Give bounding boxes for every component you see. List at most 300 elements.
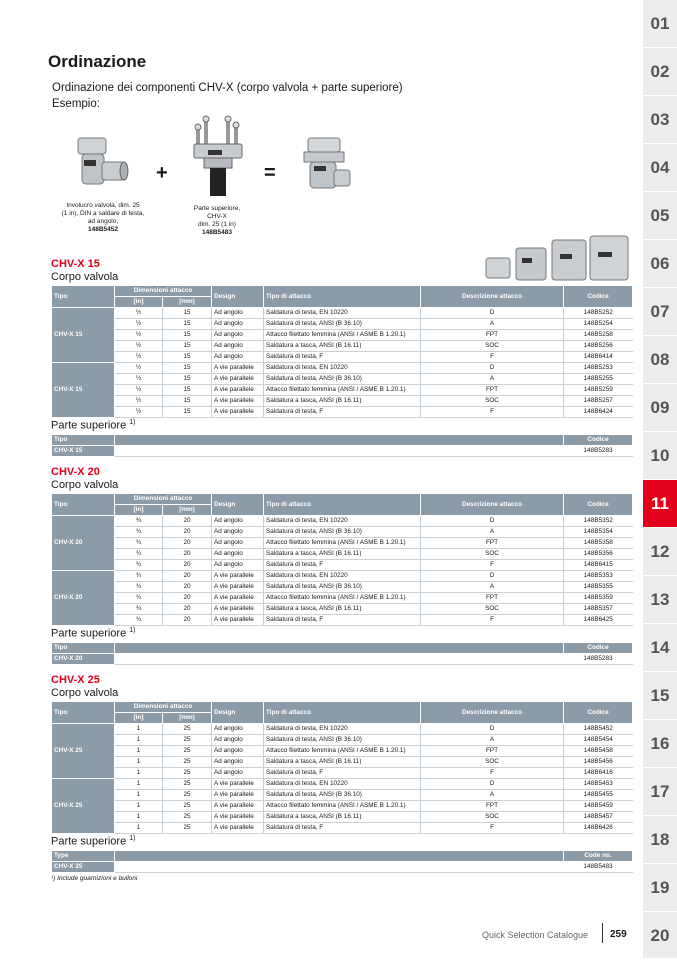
size-in: ¾ (115, 538, 163, 549)
code: 148B5257 (564, 396, 633, 407)
code: 148B6415 (564, 560, 633, 571)
code: 148B5456 (564, 757, 633, 768)
connection-description: F (421, 407, 564, 418)
connection-description: FPT (421, 330, 564, 341)
size-in: 1 (115, 724, 163, 735)
connection-description: FPT (421, 746, 564, 757)
size-in: 1 (115, 746, 163, 757)
top-header-codice: Code no. (564, 851, 633, 862)
code: 148B5455 (564, 790, 633, 801)
table-row (52, 790, 633, 801)
design: Ad angolo (212, 319, 264, 330)
size-in: 1 (115, 823, 163, 834)
valve-body-caption: Involucro valvola, dim. 25 (1 in), DIN a saldare di testa, ad angolo, 148B5452 (61, 202, 145, 233)
table-row (52, 516, 633, 527)
connection-description: SOC (421, 396, 564, 407)
connection-type: Saldatura di testa, ANSI (B 36.10) (264, 374, 421, 385)
size-mm: 25 (163, 757, 212, 768)
header-codice: Codice (564, 286, 633, 308)
chapter-tab-12[interactable]: 12 (643, 528, 677, 576)
size-in: 1 (115, 757, 163, 768)
design: A vie parallele (212, 801, 264, 812)
size-mm: 20 (163, 538, 212, 549)
connection-description: SOC (421, 757, 564, 768)
top-part-table (51, 642, 633, 665)
table-row (52, 341, 633, 352)
size-mm: 20 (163, 549, 212, 560)
top-part-image (190, 114, 246, 204)
example-label: Esempio: (52, 98, 100, 110)
connection-type: Saldatura di testa, F (264, 615, 421, 626)
size-mm: 20 (163, 582, 212, 593)
connection-type: Saldatura di testa, F (264, 407, 421, 418)
connection-description: A (421, 790, 564, 801)
table-row (52, 374, 633, 385)
table-row (52, 385, 633, 396)
table-row (52, 735, 633, 746)
size-mm: 25 (163, 746, 212, 757)
section-title: CHV-X 20 (51, 466, 100, 478)
chapter-tab-19[interactable]: 19 (643, 864, 677, 912)
size-in: ½ (115, 352, 163, 363)
connection-description: FPT (421, 593, 564, 604)
size-in: ½ (115, 330, 163, 341)
top-type: CHV-X 15 (52, 446, 115, 457)
footer-catalogue-title: Quick Selection Catalogue (482, 930, 589, 940)
chapter-tab-03[interactable]: 03 (643, 96, 677, 144)
connection-description: FPT (421, 385, 564, 396)
size-mm: 15 (163, 352, 212, 363)
connection-description: SOC (421, 604, 564, 615)
top-part-title: Parte superiore $^{1)}$ (51, 835, 136, 848)
size-mm: 20 (163, 527, 212, 538)
size-mm: 25 (163, 735, 212, 746)
size-mm: 15 (163, 330, 212, 341)
chapter-tab-02[interactable]: 02 (643, 48, 677, 96)
code: 148B5259 (564, 385, 633, 396)
code: 148B5358 (564, 538, 633, 549)
intro-text: Ordinazione dei componenti CHV-X (corpo valvola + parte superiore) (52, 82, 403, 94)
top-code: 148B5283 (564, 446, 633, 457)
header-tipo: Tipo (52, 286, 115, 308)
type-cell: CHV-X 15 (52, 363, 115, 418)
size-mm: 20 (163, 604, 212, 615)
code: 148B5359 (564, 593, 633, 604)
section-subtitle: Corpo valvola (51, 687, 119, 699)
table-row (52, 549, 633, 560)
design: A vie parallele (212, 385, 264, 396)
section-title: CHV-X 25 (51, 674, 100, 686)
code: 148B6426 (564, 823, 633, 834)
code: 148B5353 (564, 571, 633, 582)
connection-description: D (421, 363, 564, 374)
size-mm: 20 (163, 615, 212, 626)
design: A vie parallele (212, 593, 264, 604)
design: Ad angolo (212, 341, 264, 352)
header-in: [in] (115, 713, 163, 724)
size-in: 1 (115, 779, 163, 790)
code: 148B5256 (564, 341, 633, 352)
table-row (52, 571, 633, 582)
code: 148B5254 (564, 319, 633, 330)
code: 148B5354 (564, 527, 633, 538)
table-row (52, 319, 633, 330)
connection-type: Saldatura di testa, ANSI (B 36.10) (264, 319, 421, 330)
table-row (52, 746, 633, 757)
header-tipo: Tipo (52, 494, 115, 516)
table-row (52, 823, 633, 834)
connection-description: F (421, 823, 564, 834)
size-in: ½ (115, 396, 163, 407)
size-mm: 15 (163, 407, 212, 418)
top-header-tipo: Type (52, 851, 115, 862)
size-mm: 20 (163, 560, 212, 571)
chapter-tab-01[interactable]: 01 (643, 0, 677, 48)
size-in: ½ (115, 363, 163, 374)
size-in: ¾ (115, 593, 163, 604)
connection-type: Saldatura a tasca, ANSI (B 16.11) (264, 341, 421, 352)
code: 148B5252 (564, 308, 633, 319)
connection-description: D (421, 571, 564, 582)
design: Ad angolo (212, 527, 264, 538)
code: 148B6414 (564, 352, 633, 363)
table-row (52, 330, 633, 341)
connection-description: D (421, 308, 564, 319)
header-tipo-attacco: Tipo di attacco (264, 702, 421, 724)
size-in: ¾ (115, 516, 163, 527)
design: Ad angolo (212, 516, 264, 527)
table-row (52, 363, 633, 374)
top-header-tipo: Tipo (52, 435, 115, 446)
connection-description: A (421, 735, 564, 746)
size-in: ½ (115, 385, 163, 396)
design: A vie parallele (212, 571, 264, 582)
size-in: ½ (115, 319, 163, 330)
design: Ad angolo (212, 549, 264, 560)
connection-description: F (421, 615, 564, 626)
design: A vie parallele (212, 582, 264, 593)
size-mm: 15 (163, 363, 212, 374)
connection-type: Attacco filettato femmina (ANSI / ASME B 1.20.1) (264, 330, 421, 341)
connection-type: Attacco filettato femmina (ANSI / ASME B 1.20.1) (264, 801, 421, 812)
header-tipo-attacco: Tipo di attacco (264, 494, 421, 516)
header-in: [in] (115, 297, 163, 308)
connection-type: Attacco filettato femmina (ANSI / ASME B 1.20.1) (264, 746, 421, 757)
connection-type: Saldatura di testa, F (264, 768, 421, 779)
design: A vie parallele (212, 374, 264, 385)
design: Ad angolo (212, 538, 264, 549)
connection-description: A (421, 374, 564, 385)
top-part-table (51, 850, 633, 873)
connection-type: Saldatura a tasca, ANSI (B 16.11) (264, 757, 421, 768)
design: Ad angolo (212, 330, 264, 341)
top-part-table (51, 434, 633, 457)
design: A vie parallele (212, 363, 264, 374)
size-mm: 20 (163, 593, 212, 604)
size-mm: 20 (163, 516, 212, 527)
footer-divider (602, 923, 603, 943)
design: A vie parallele (212, 407, 264, 418)
design: Ad angolo (212, 352, 264, 363)
chapter-tab-14[interactable]: 14 (643, 624, 677, 672)
table-row (52, 560, 633, 571)
connection-description: D (421, 779, 564, 790)
connection-type: Saldatura di testa, ANSI (B 36.10) (264, 527, 421, 538)
design: Ad angolo (212, 560, 264, 571)
size-mm: 15 (163, 374, 212, 385)
size-in: 1 (115, 768, 163, 779)
size-in: ¾ (115, 527, 163, 538)
connection-type: Saldatura a tasca, ANSI (B 16.11) (264, 549, 421, 560)
connection-type: Saldatura di testa, ANSI (B 36.10) (264, 735, 421, 746)
connection-type: Saldatura di testa, EN 10220 (264, 516, 421, 527)
header-codice: Codice (564, 494, 633, 516)
design: A vie parallele (212, 790, 264, 801)
size-mm: 15 (163, 341, 212, 352)
design: A vie parallele (212, 396, 264, 407)
size-in: 1 (115, 812, 163, 823)
connection-description: A (421, 582, 564, 593)
size-mm: 15 (163, 396, 212, 407)
connection-description: A (421, 527, 564, 538)
connection-type: Attacco filettato femmina (ANSI / ASME B 1.20.1) (264, 538, 421, 549)
top-part-caption: Parte superiore, CHV-X dim. 25 (1 in) 148B5483 (193, 205, 241, 236)
connection-type: Saldatura di testa, EN 10220 (264, 724, 421, 735)
header-tipo-attacco: Tipo di attacco (264, 286, 421, 308)
page-title: Ordinazione (48, 52, 147, 71)
connection-type: Saldatura a tasca, ANSI (B 16.11) (264, 396, 421, 407)
connection-description: D (421, 724, 564, 735)
top-header-tipo: Tipo (52, 643, 115, 654)
valve-body-table (51, 701, 633, 834)
connection-type: Attacco filettato femmina (ANSI / ASME B 1.20.1) (264, 385, 421, 396)
chapter-tab-06[interactable]: 06 (643, 240, 677, 288)
code: 148B5355 (564, 582, 633, 593)
section-title: CHV-X 15 (51, 258, 100, 270)
connection-description: FPT (421, 538, 564, 549)
size-mm: 25 (163, 768, 212, 779)
size-mm: 25 (163, 779, 212, 790)
table-row (52, 779, 633, 790)
table-row (52, 757, 633, 768)
section-subtitle: Corpo valvola (51, 479, 119, 491)
chapter-tab-17[interactable]: 17 (643, 768, 677, 816)
table-row (52, 801, 633, 812)
chapter-tab-05[interactable]: 05 (643, 192, 677, 240)
header-dimensioni: Dimensioni attacco (115, 494, 212, 505)
chapter-tab-04[interactable]: 04 (643, 144, 677, 192)
header-in: [in] (115, 505, 163, 516)
section-chv-x-20 (51, 466, 632, 665)
connection-description: F (421, 768, 564, 779)
code: 148B6425 (564, 615, 633, 626)
connection-type: Attacco filettato femmina (ANSI / ASME B 1.20.1) (264, 593, 421, 604)
size-in: 1 (115, 801, 163, 812)
connection-type: Saldatura di testa, EN 10220 (264, 308, 421, 319)
connection-description: FPT (421, 801, 564, 812)
code: 148B5452 (564, 724, 633, 735)
code: 148B5454 (564, 735, 633, 746)
top-header-codice: Codice (564, 643, 633, 654)
size-in: ½ (115, 407, 163, 418)
size-in: ¾ (115, 604, 163, 615)
valve-body-table (51, 493, 633, 626)
chapter-tabs (643, 0, 677, 958)
table-row (52, 308, 633, 319)
table-row (52, 582, 633, 593)
table-row (52, 593, 633, 604)
size-in: 1 (115, 790, 163, 801)
design: Ad angolo (212, 308, 264, 319)
connection-type: Saldatura di testa, ANSI (B 36.10) (264, 790, 421, 801)
chapter-tab-08[interactable]: 08 (643, 336, 677, 384)
connection-type: Saldatura a tasca, ANSI (B 16.11) (264, 604, 421, 615)
valve-body-table (51, 285, 633, 418)
size-in: ¾ (115, 615, 163, 626)
section-chv-x-25 (51, 674, 632, 873)
size-in: ½ (115, 341, 163, 352)
table-row (52, 768, 633, 779)
design: Ad angolo (212, 735, 264, 746)
table-row (52, 538, 633, 549)
size-in: ½ (115, 374, 163, 385)
size-mm: 25 (163, 790, 212, 801)
size-mm: 15 (163, 308, 212, 319)
connection-description: A (421, 319, 564, 330)
design: Ad angolo (212, 768, 264, 779)
top-type: CHV-X 25 (52, 862, 115, 873)
code: 148B5459 (564, 801, 633, 812)
code: 148B5258 (564, 330, 633, 341)
size-mm: 25 (163, 801, 212, 812)
header-mm: [mm] (163, 505, 212, 516)
header-design: Design (212, 286, 264, 308)
header-codice: Codice (564, 702, 633, 724)
table-row (52, 407, 633, 418)
header-design: Design (212, 494, 264, 516)
connection-description: F (421, 560, 564, 571)
connection-description: SOC (421, 341, 564, 352)
top-part-title: Parte superiore $^{1)}$ (51, 419, 136, 432)
connection-type: Saldatura di testa, F (264, 823, 421, 834)
size-in: ½ (115, 308, 163, 319)
code: 148B5453 (564, 779, 633, 790)
type-cell: CHV-X 15 (52, 308, 115, 363)
table-row (52, 604, 633, 615)
design: Ad angolo (212, 746, 264, 757)
footnote: ¹) Include guarnizioni e bulloni (51, 875, 138, 882)
chapter-tab-09[interactable]: 09 (643, 384, 677, 432)
connection-type: Saldatura di testa, EN 10220 (264, 779, 421, 790)
table-row (52, 352, 633, 363)
connection-type: Saldatura di testa, EN 10220 (264, 363, 421, 374)
chapter-tab-15[interactable]: 15 (643, 672, 677, 720)
code: 148B5356 (564, 549, 633, 560)
code: 148B5357 (564, 604, 633, 615)
section-subtitle: Corpo valvola (51, 271, 119, 283)
size-in: ¾ (115, 571, 163, 582)
size-mm: 25 (163, 812, 212, 823)
top-type: CHV-X 20 (52, 654, 115, 665)
chapter-tab-07[interactable]: 07 (643, 288, 677, 336)
chapter-tab-20[interactable]: 20 (643, 912, 677, 960)
size-in: ¾ (115, 549, 163, 560)
table-row (52, 615, 633, 626)
top-header-codice: Codice (564, 435, 633, 446)
code: 148B5253 (564, 363, 633, 374)
header-descrizione: Descrizione attacco (421, 286, 564, 308)
page-number: 259 (610, 929, 627, 940)
connection-description: F (421, 352, 564, 363)
code: 148B5457 (564, 812, 633, 823)
chapter-tab-18[interactable]: 18 (643, 816, 677, 864)
equals-sign: = (264, 162, 276, 184)
header-dimensioni: Dimensioni attacco (115, 286, 212, 297)
design: A vie parallele (212, 779, 264, 790)
chapter-tab-10[interactable]: 10 (643, 432, 677, 480)
size-mm: 15 (163, 385, 212, 396)
top-code: 148B5283 (564, 654, 633, 665)
assembled-valve-image (300, 128, 356, 198)
connection-type: Saldatura di testa, F (264, 352, 421, 363)
connection-type: Saldatura di testa, F (264, 560, 421, 571)
valve-body-image (72, 132, 130, 194)
size-in: 1 (115, 735, 163, 746)
type-cell: CHV-X 25 (52, 724, 115, 779)
design: Ad angolo (212, 724, 264, 735)
plus-sign: + (156, 162, 168, 184)
design: A vie parallele (212, 604, 264, 615)
design: Ad angolo (212, 757, 264, 768)
size-in: ¾ (115, 582, 163, 593)
type-cell: CHV-X 20 (52, 516, 115, 571)
header-mm: [mm] (163, 713, 212, 724)
design: A vie parallele (212, 812, 264, 823)
top-part-title: Parte superiore $^{1)}$ (51, 627, 136, 640)
chapter-tab-16[interactable]: 16 (643, 720, 677, 768)
table-row (52, 396, 633, 407)
design: A vie parallele (212, 615, 264, 626)
code: 148B5458 (564, 746, 633, 757)
header-design: Design (212, 702, 264, 724)
table-row (52, 527, 633, 538)
section-chv-x-15 (51, 258, 632, 457)
size-in: ¾ (115, 560, 163, 571)
code: 148B5352 (564, 516, 633, 527)
size-mm: 25 (163, 724, 212, 735)
top-code: 148B5483 (564, 862, 633, 873)
chapter-tab-13[interactable]: 13 (643, 576, 677, 624)
size-mm: 20 (163, 571, 212, 582)
table-row (52, 724, 633, 735)
connection-description: SOC (421, 549, 564, 560)
design: A vie parallele (212, 823, 264, 834)
type-cell: CHV-X 20 (52, 571, 115, 626)
header-mm: [mm] (163, 297, 212, 308)
connection-type: Saldatura di testa, EN 10220 (264, 571, 421, 582)
size-mm: 25 (163, 823, 212, 834)
header-dimensioni: Dimensioni attacco (115, 702, 212, 713)
header-descrizione: Descrizione attacco (421, 702, 564, 724)
connection-type: Saldatura a tasca, ANSI (B 16.11) (264, 812, 421, 823)
chapter-tab-11[interactable]: 11 (643, 480, 677, 528)
connection-description: SOC (421, 812, 564, 823)
code: 148B6416 (564, 768, 633, 779)
code: 148B6424 (564, 407, 633, 418)
header-tipo: Tipo (52, 702, 115, 724)
code: 148B5255 (564, 374, 633, 385)
connection-description: D (421, 516, 564, 527)
